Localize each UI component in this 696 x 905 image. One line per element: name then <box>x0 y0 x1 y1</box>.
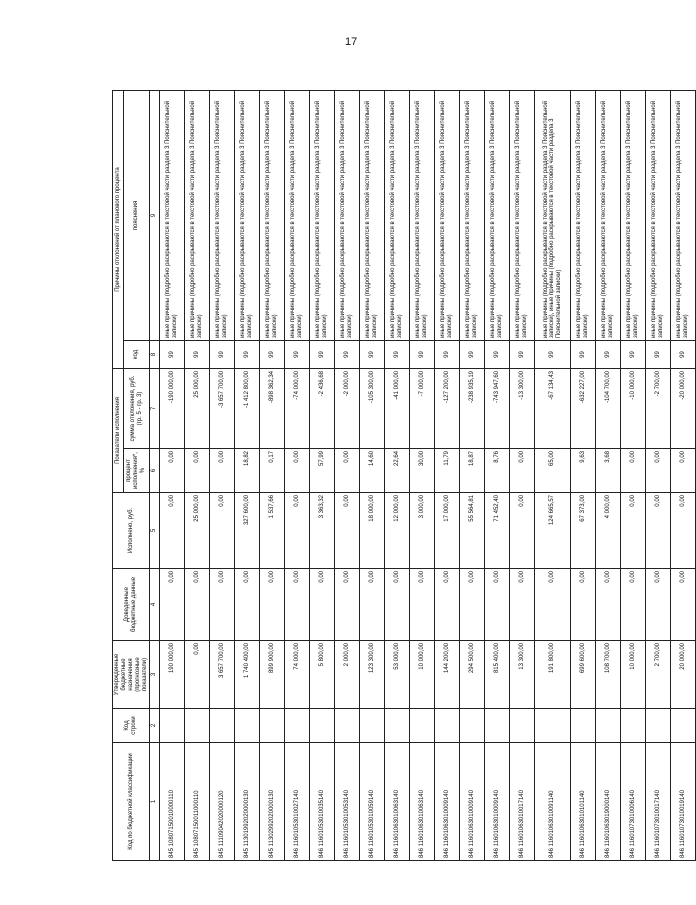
table-row <box>410 91 435 861</box>
line-code-cell <box>621 709 646 743</box>
reason-code-cell: 99 <box>385 341 410 369</box>
kbk-cell: 846 11601063010009140 <box>485 743 510 861</box>
reason-code-cell: 99 <box>410 341 435 369</box>
explanation-cell: иные причины (подробно раскрываются в текстовой части раздела 3 Пояснительной записки) <box>210 91 235 341</box>
percent-cell: 0,00 <box>160 449 185 493</box>
deviation-cell: -74 000,00 <box>285 369 310 449</box>
explanation-cell: иные причины (подробно раскрываются в текстовой части раздела 3 Пояснительной записки) <box>185 91 210 341</box>
percent-cell: 65,00 <box>535 449 571 493</box>
percent-cell: 30,00 <box>410 449 435 493</box>
kbk-cell: 846 11601073010017140 <box>646 743 671 861</box>
header-reasons-group: Причины отклонений от планового процента <box>113 91 124 369</box>
line-code-cell <box>596 709 621 743</box>
executed-cell: 0,00 <box>510 493 535 569</box>
percent-cell: 57,99 <box>310 449 335 493</box>
approved-cell: 294 500,00 <box>460 641 485 709</box>
column-number: 6 <box>150 449 160 493</box>
delivered-cell: 0,00 <box>485 569 510 641</box>
deviation-cell: -10 000,00 <box>621 369 646 449</box>
column-number: 8 <box>150 341 160 369</box>
line-code-cell <box>310 709 335 743</box>
delivered-cell: 0,00 <box>671 569 696 641</box>
table-body <box>160 91 696 861</box>
kbk-cell: 845 10807150011000110 <box>185 743 210 861</box>
kbk-cell: 846 11601053010027140 <box>285 743 310 861</box>
delivered-cell: 0,00 <box>210 569 235 641</box>
percent-cell: 9,63 <box>571 449 596 493</box>
line-code-cell <box>571 709 596 743</box>
explanation-cell: иные причины (подробно раскрываются в текстовой части раздела 3 Пояснительной записки) <box>310 91 335 341</box>
table-row <box>385 91 410 861</box>
deviation-cell: -7 000,00 <box>410 369 435 449</box>
header-delivered: Доведенные бюджетные данные <box>113 569 150 641</box>
line-code-cell <box>210 709 235 743</box>
explanation-cell: иные причины (подробно раскрываются в текстовой части раздела 3 Пояснительной записки) <box>671 91 696 341</box>
reason-code-cell: 99 <box>510 341 535 369</box>
percent-cell: 0,00 <box>335 449 360 493</box>
percent-cell: 0,00 <box>510 449 535 493</box>
executed-cell: 0,00 <box>335 493 360 569</box>
approved-cell: 191 800,00 <box>535 641 571 709</box>
approved-cell: 2 000,00 <box>335 641 360 709</box>
table-row <box>646 91 671 861</box>
delivered-cell: 0,00 <box>510 569 535 641</box>
explanation-cell: иные причины (подробно раскрываются в текстовой части раздела 3 Пояснительной записки) <box>510 91 535 341</box>
table-row <box>460 91 485 861</box>
explanation-cell: иные причины (подробно раскрываются в текстовой части раздела 3 Пояснительной записки) <box>460 91 485 341</box>
kbk-cell: 846 11601063010091140 <box>535 743 571 861</box>
line-code-cell <box>535 709 571 743</box>
kbk-cell: 845 11301992020000130 <box>235 743 260 861</box>
approved-cell: 2 700,00 <box>646 641 671 709</box>
line-code-cell <box>360 709 385 743</box>
delivered-cell: 0,00 <box>235 569 260 641</box>
approved-cell: 3 657 700,00 <box>210 641 235 709</box>
approved-cell: 10 000,00 <box>410 641 435 709</box>
reason-code-cell: 99 <box>260 341 285 369</box>
reason-code-cell: 99 <box>335 341 360 369</box>
approved-cell: 144 200,00 <box>435 641 460 709</box>
table-row <box>160 91 185 861</box>
table-row <box>510 91 535 861</box>
delivered-cell: 0,00 <box>435 569 460 641</box>
delivered-cell: 0,00 <box>535 569 571 641</box>
kbk-cell: 846 11601063010017140 <box>510 743 535 861</box>
header-executed: Исполнено, руб. <box>113 493 150 569</box>
kbk-cell: 846 11601053010053140 <box>335 743 360 861</box>
header-deviation: сумма отклонения, руб. (гр. 5 - гр. 3) <box>124 369 150 449</box>
table-row <box>360 91 385 861</box>
explanation-cell: иные причины (подробно раскрываются в текстовой части раздела 3 Пояснительной записки) <box>260 91 285 341</box>
line-code-cell <box>410 709 435 743</box>
executed-cell: 0,00 <box>646 493 671 569</box>
reason-code-cell: 99 <box>160 341 185 369</box>
kbk-cell: 846 11601063019000140 <box>596 743 621 861</box>
line-code-cell <box>385 709 410 743</box>
header-kbk: Код по бюджетной классификации <box>113 743 150 861</box>
delivered-cell: 0,00 <box>410 569 435 641</box>
budget-execution-table <box>112 90 696 861</box>
executed-cell: 4 000,00 <box>596 493 621 569</box>
reason-code-cell: 99 <box>360 341 385 369</box>
approved-cell: 108 700,00 <box>596 641 621 709</box>
deviation-cell: -3 657 700,00 <box>210 369 235 449</box>
executed-cell: 71 452,40 <box>485 493 510 569</box>
executed-cell: 18 000,00 <box>360 493 385 569</box>
approved-cell: 53 000,00 <box>385 641 410 709</box>
deviation-cell: 25 000,00 <box>185 369 210 449</box>
line-code-cell <box>260 709 285 743</box>
delivered-cell: 0,00 <box>460 569 485 641</box>
executed-cell: 1 537,66 <box>260 493 285 569</box>
table-row <box>671 91 696 861</box>
executed-cell: 25 000,00 <box>185 493 210 569</box>
reason-code-cell: 99 <box>210 341 235 369</box>
line-code-cell <box>160 709 185 743</box>
executed-cell: 55 564,81 <box>460 493 485 569</box>
delivered-cell: 0,00 <box>335 569 360 641</box>
deviation-cell: -632 227,00 <box>571 369 596 449</box>
approved-cell: 13 300,00 <box>510 641 535 709</box>
percent-cell: 0,00 <box>671 449 696 493</box>
delivered-cell: 0,00 <box>596 569 621 641</box>
percent-cell: 0,00 <box>210 449 235 493</box>
kbk-cell: 846 11601073010019140 <box>671 743 696 861</box>
table-row <box>485 91 510 861</box>
column-number: 4 <box>150 569 160 641</box>
header-line-code: Код строки <box>113 709 150 743</box>
explanation-cell: иные причины (подробно раскрываются в текстовой части раздела 3 Пояснительной записки) <box>160 91 185 341</box>
line-code-cell <box>671 709 696 743</box>
executed-cell: 3 363,32 <box>310 493 335 569</box>
executed-cell: 12 000,00 <box>385 493 410 569</box>
reason-code-cell: 99 <box>435 341 460 369</box>
percent-cell: 18,82 <box>235 449 260 493</box>
line-code-cell <box>460 709 485 743</box>
reason-code-cell: 99 <box>185 341 210 369</box>
approved-cell: 1 740 400,00 <box>235 641 260 709</box>
table-row <box>235 91 260 861</box>
approved-cell: 10 000,00 <box>621 641 646 709</box>
kbk-cell: 846 11601063010063140 <box>410 743 435 861</box>
kbk-cell: 845 10807150010000110 <box>160 743 185 861</box>
percent-cell: 0,17 <box>260 449 285 493</box>
kbk-cell: 845 11302992020000130 <box>260 743 285 861</box>
column-number: 3 <box>150 641 160 709</box>
delivered-cell: 0,00 <box>385 569 410 641</box>
explanation-cell: иные причины (подробно раскрываются в текстовой части раздела 3 Пояснительной записки) <box>410 91 435 341</box>
table-row <box>210 91 235 861</box>
column-number: 5 <box>150 493 160 569</box>
reason-code-cell: 99 <box>671 341 696 369</box>
kbk-cell: 846 11601063010063140 <box>385 743 410 861</box>
reason-code-cell: 99 <box>535 341 571 369</box>
table-row <box>335 91 360 861</box>
executed-cell: 0,00 <box>160 493 185 569</box>
column-number: 9 <box>150 91 160 341</box>
table-row <box>310 91 335 861</box>
table-row <box>571 91 596 861</box>
delivered-cell: 0,00 <box>285 569 310 641</box>
deviation-cell: -898 362,34 <box>260 369 285 449</box>
table-row <box>435 91 460 861</box>
explanation-cell: иные причины (подробно раскрываются в текстовой части раздела 3 Пояснительной записки) <box>485 91 510 341</box>
delivered-cell: 0,00 <box>310 569 335 641</box>
reason-code-cell: 99 <box>621 341 646 369</box>
explanation-cell: иные причины (подробно раскрываются в текстовой части раздела 3 Пояснительной записки) <box>596 91 621 341</box>
percent-cell: 11,79 <box>435 449 460 493</box>
header-percent: процент исполнения*, % <box>124 449 150 493</box>
executed-cell: 3 000,00 <box>410 493 435 569</box>
kbk-cell: 846 11601053010059140 <box>360 743 385 861</box>
table-row <box>185 91 210 861</box>
kbk-cell: 845 11109042020000120 <box>210 743 235 861</box>
kbk-cell: 846 11601063010009140 <box>435 743 460 861</box>
reason-code-cell: 99 <box>596 341 621 369</box>
deviation-cell: -41 000,00 <box>385 369 410 449</box>
deviation-cell: -1 412 800,00 <box>235 369 260 449</box>
column-numbers-row <box>150 91 160 861</box>
deviation-cell: -743 947,60 <box>485 369 510 449</box>
column-number: 2 <box>150 709 160 743</box>
executed-cell: 327 600,00 <box>235 493 260 569</box>
table-row <box>535 91 571 861</box>
executed-cell: 17 000,00 <box>435 493 460 569</box>
explanation-cell: иные причины (подробно раскрываются в текстовой части раздела 3 Пояснительной записки) <box>335 91 360 341</box>
executed-cell: 0,00 <box>621 493 646 569</box>
rotated-table-container <box>112 91 690 861</box>
approved-cell: 190 000,00 <box>160 641 185 709</box>
explanation-cell: иные причины (подробно раскрываются в текстовой части раздела 3 Пояснительной записки) <box>435 91 460 341</box>
deviation-cell: -104 700,00 <box>596 369 621 449</box>
page-number: 17 <box>345 36 358 48</box>
line-code-cell <box>335 709 360 743</box>
table-row <box>621 91 646 861</box>
kbk-cell: 846 11601063010009140 <box>460 743 485 861</box>
deviation-cell: -105 300,00 <box>360 369 385 449</box>
delivered-cell: 0,00 <box>160 569 185 641</box>
header-approved: Утвержденные бюджетные назначения (прогнозные показатели) <box>113 641 150 709</box>
percent-cell: 18,87 <box>460 449 485 493</box>
approved-cell: 5 800,00 <box>310 641 335 709</box>
deviation-cell: -20 000,00 <box>671 369 696 449</box>
percent-cell: 0,00 <box>185 449 210 493</box>
deviation-cell: -67 134,43 <box>535 369 571 449</box>
approved-cell: 20 000,00 <box>671 641 696 709</box>
explanation-cell: иные причины (подробно раскрываются в текстовой части раздела 3 Пояснительной записки) <box>571 91 596 341</box>
reason-code-cell: 99 <box>235 341 260 369</box>
approved-cell: 899 900,00 <box>260 641 285 709</box>
executed-cell: 0,00 <box>210 493 235 569</box>
header-performance-group: Показатели исполнения <box>113 369 124 493</box>
deviation-cell: -2 700,00 <box>646 369 671 449</box>
executed-cell: 124 665,57 <box>535 493 571 569</box>
explanation-cell: иные причины (подробно раскрываются в текстовой части раздела 3 Пояснительной записки) <box>646 91 671 341</box>
approved-cell: 0,00 <box>185 641 210 709</box>
approved-cell: 815 400,00 <box>485 641 510 709</box>
kbk-cell: 846 11601053010035140 <box>310 743 335 861</box>
deviation-cell: -238 935,19 <box>460 369 485 449</box>
executed-cell: 0,00 <box>285 493 310 569</box>
line-code-cell <box>185 709 210 743</box>
deviation-cell: -190 000,00 <box>160 369 185 449</box>
reason-code-cell: 99 <box>310 341 335 369</box>
percent-cell: 3,68 <box>596 449 621 493</box>
percent-cell: 0,00 <box>621 449 646 493</box>
header-reason-code: код <box>124 341 150 369</box>
reason-code-cell: 99 <box>285 341 310 369</box>
line-code-cell <box>485 709 510 743</box>
delivered-cell: 0,00 <box>571 569 596 641</box>
executed-cell: 0,00 <box>671 493 696 569</box>
line-code-cell <box>235 709 260 743</box>
reason-code-cell: 99 <box>646 341 671 369</box>
delivered-cell: 0,00 <box>621 569 646 641</box>
column-number: 1 <box>150 743 160 861</box>
approved-cell: 123 300,00 <box>360 641 385 709</box>
explanation-cell: иные причины (подробно раскрываются в текстовой части раздела 3 Пояснительной записки), иные причины (подробно раскрываются в текстовой части раздела 3 Пояснительной записки) <box>535 91 571 341</box>
delivered-cell: 0,00 <box>646 569 671 641</box>
percent-cell: 8,76 <box>485 449 510 493</box>
line-code-cell <box>646 709 671 743</box>
deviation-cell: -13 300,00 <box>510 369 535 449</box>
line-code-cell <box>435 709 460 743</box>
approved-cell: 74 000,00 <box>285 641 310 709</box>
explanation-cell: иные причины (подробно раскрываются в текстовой части раздела 3 Пояснительной записки) <box>621 91 646 341</box>
header-explanations: пояснения <box>124 91 150 341</box>
executed-cell: 67 373,00 <box>571 493 596 569</box>
percent-cell: 14,60 <box>360 449 385 493</box>
table-row <box>285 91 310 861</box>
table-row <box>596 91 621 861</box>
delivered-cell: 0,00 <box>185 569 210 641</box>
deviation-cell: -2 000,00 <box>335 369 360 449</box>
percent-cell: 22,64 <box>385 449 410 493</box>
explanation-cell: иные причины (подробно раскрываются в текстовой части раздела 3 Пояснительной записки) <box>285 91 310 341</box>
line-code-cell <box>510 709 535 743</box>
percent-cell: 0,00 <box>285 449 310 493</box>
explanation-cell: иные причины (подробно раскрываются в текстовой части раздела 3 Пояснительной записки) <box>235 91 260 341</box>
explanation-cell: иные причины (подробно раскрываются в текстовой части раздела 3 Пояснительной записки) <box>385 91 410 341</box>
reason-code-cell: 99 <box>460 341 485 369</box>
explanation-cell: иные причины (подробно раскрываются в текстовой части раздела 3 Пояснительной записки) <box>360 91 385 341</box>
reason-code-cell: 99 <box>571 341 596 369</box>
kbk-cell: 846 11601073010006140 <box>621 743 646 861</box>
line-code-cell <box>285 709 310 743</box>
percent-cell: 0,00 <box>646 449 671 493</box>
kbk-cell: 846 11601063010101140 <box>571 743 596 861</box>
table-row <box>260 91 285 861</box>
approved-cell: 699 600,00 <box>571 641 596 709</box>
deviation-cell: -127 200,00 <box>435 369 460 449</box>
delivered-cell: 0,00 <box>260 569 285 641</box>
delivered-cell: 0,00 <box>360 569 385 641</box>
deviation-cell: -2 436,68 <box>310 369 335 449</box>
reason-code-cell: 99 <box>485 341 510 369</box>
column-number: 7 <box>150 369 160 449</box>
